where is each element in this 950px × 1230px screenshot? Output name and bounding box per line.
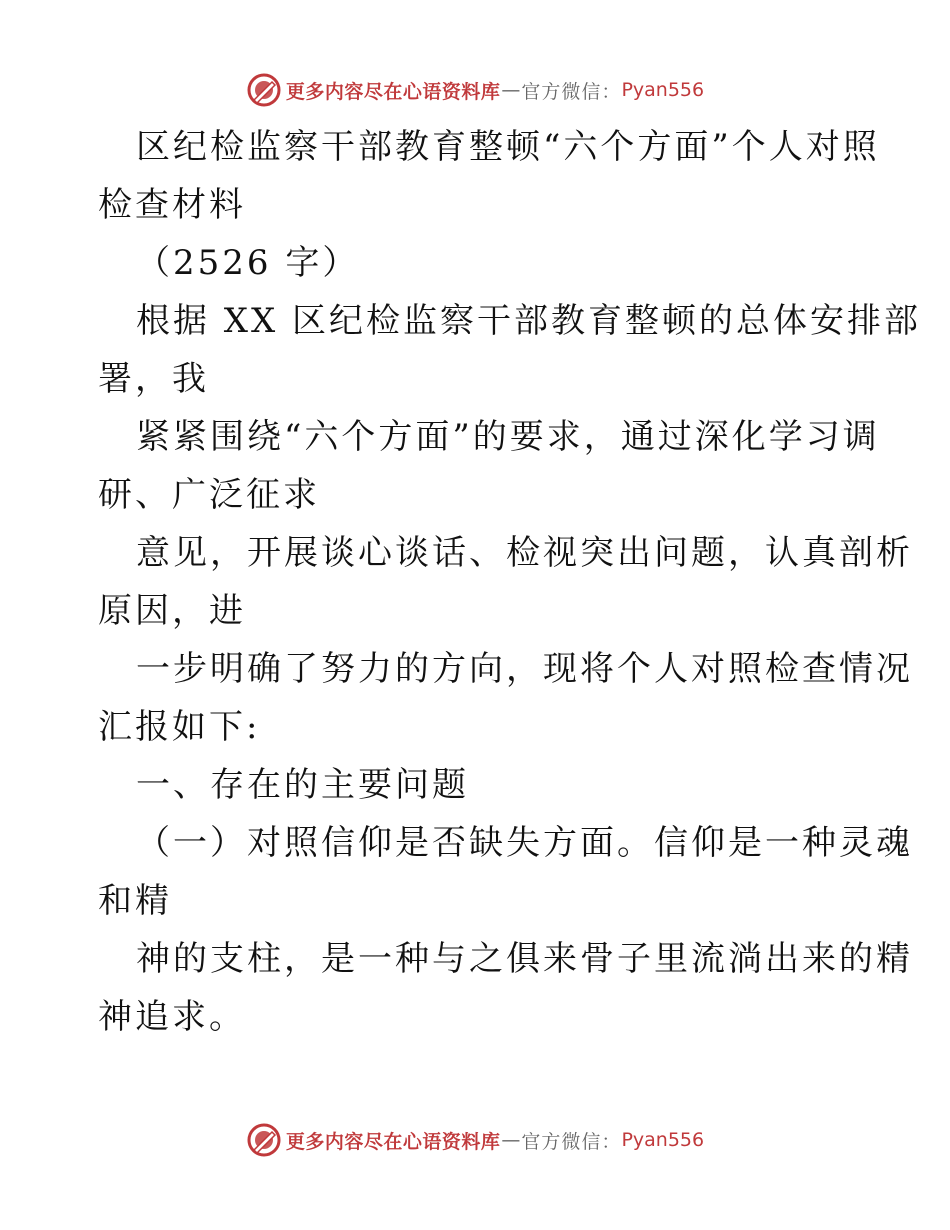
paragraph-line: （一）对照信仰是否缺失方面。信仰是一种灵魂 <box>136 823 913 863</box>
watermark-dash: — <box>501 79 521 101</box>
paragraph-line: 检查材料 <box>98 185 246 225</box>
paragraph-line: 一、存在的主要问题 <box>136 765 469 805</box>
watermark-account: Pyan556 <box>621 1129 705 1151</box>
watermark-official-label: 官方微信： <box>521 1130 622 1153</box>
paragraph-line: （2526 字） <box>136 243 360 283</box>
paragraph-line: 根据 XX 区纪检监察干部教育整顿的总体安排部 <box>136 301 922 341</box>
watermark-account: Pyan556 <box>621 79 705 101</box>
document-body <box>98 118 922 1046</box>
paragraph-line: 神追求。 <box>98 997 246 1037</box>
watermark-dash: — <box>501 1129 521 1151</box>
paragraph-line: 神的支柱，是一种与之俱来骨子里流淌出来的精 <box>136 939 913 979</box>
watermark-official-label: 官方微信： <box>521 80 622 103</box>
paragraph-line: 紧紧围绕“六个方面”的要求，通过深化学习调 <box>136 417 880 457</box>
paragraph-line: 汇报如下: <box>98 707 261 747</box>
watermark-text: 更多内容尽在心语资料库 <box>285 1130 501 1153</box>
watermark-text: 更多内容尽在心语资料库 <box>285 80 501 103</box>
header-watermark <box>0 72 950 108</box>
paragraph-line: 一步明确了努力的方向，现将个人对照检查情况 <box>136 649 913 689</box>
pen-logo-icon <box>246 1122 282 1158</box>
paragraph-line: 原因，进 <box>98 591 246 631</box>
paragraph-line: 区纪检监察干部教育整顿“六个方面”个人对照 <box>136 127 880 167</box>
footer-watermark <box>0 1122 950 1158</box>
paragraph-line: 研、广泛征求 <box>98 475 320 515</box>
paragraph-line: 署，我 <box>98 359 209 399</box>
pen-logo-icon <box>246 72 282 108</box>
paragraph-line: 和精 <box>98 881 172 921</box>
paragraph-line: 意见，开展谈心谈话、检视突出问题，认真剖析 <box>136 533 913 573</box>
